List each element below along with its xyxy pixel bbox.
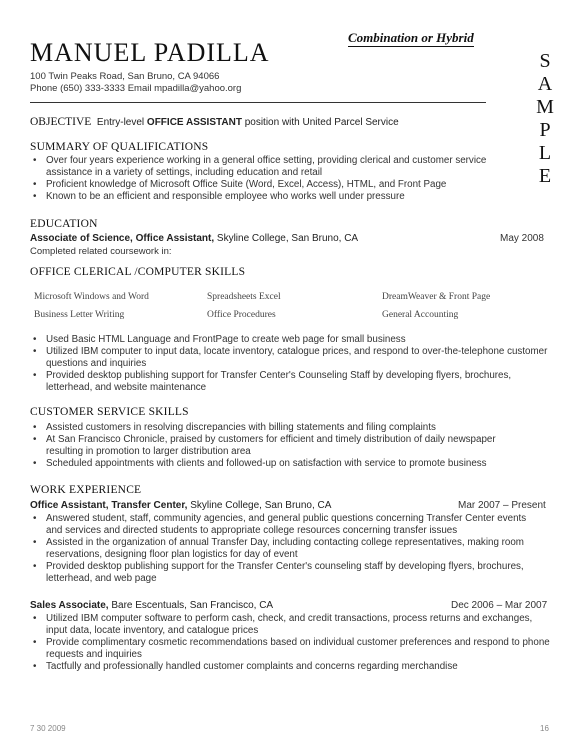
skill-cell: Office Procedures [207, 310, 276, 320]
list-item: • Provided desktop publishing support for Transfer Center's Counseling Staff by developing flyers, brochures, letterhead, and website maintenance [30, 370, 555, 394]
list-item: • Answered student, staff, community agencies, and general public questions concerning Transfer Center events and services and directed students to appropriate college resources concerning transfer issues [30, 513, 540, 537]
list-item: • Utilized IBM computer to input data, locate inventory, catalogue prices, and respond to over-the-telephone customer questions and inquiries [30, 346, 555, 370]
list-item: • Assisted customers in resolving discrepancies with billing statements and filing complaints [30, 422, 535, 434]
sample-watermark [533, 50, 557, 188]
resume-type-tag: Combination or Hybrid [348, 30, 474, 45]
office-skills-list [30, 334, 555, 394]
sample-letter: A [537, 73, 553, 95]
list-item: • Provided desktop publishing support for the Transfer Center's counseling staff by developing flyers, brochures, letterhead, and web page [30, 561, 540, 585]
objective-position: OFFICE ASSISTANT [146, 117, 242, 128]
sample-letter: P [539, 119, 551, 141]
skill-cell: Microsoft Windows and Word [34, 292, 149, 302]
sample-letter: E [538, 165, 552, 187]
sample-letter: S [539, 50, 551, 72]
header-divider [30, 102, 486, 103]
education-note: Completed related coursework in: [30, 246, 172, 257]
phone-email-line: Phone (650) 333-3333 Email mpadilla@yahoo.org [30, 83, 242, 94]
footer-left: 7 30 2009 [30, 724, 66, 733]
skill-cell: General Accounting [382, 310, 459, 320]
education-degree-line [30, 233, 358, 244]
job-place: Skyline College, San Bruno, CA [187, 500, 332, 511]
education-heading: EDUCATION [30, 218, 98, 230]
list-item: • Provide complimentary cosmetic recommendations based on individual customer preferences and respond to phone requests and inquiries [30, 637, 550, 661]
sample-letter: M [536, 96, 554, 118]
skill-cell: Business Letter Writing [34, 310, 125, 320]
address-line: 100 Twin Peaks Road, San Bruno, CA 94066 [30, 71, 220, 82]
list-item: • Over four years experience working in a general office setting, providing clerical and customer service assistance in a variety of settings, including education and retail [30, 155, 530, 179]
list-item: • Known to be an efficient and responsible employee who works well under pressure [30, 191, 530, 203]
job-duties-list [30, 613, 550, 673]
office-skills-heading: OFFICE CLERICAL /COMPUTER SKILLS [30, 266, 246, 278]
job-title-line [30, 600, 273, 611]
list-item: • At San Francisco Chronicle, praised by customers for efficient and timely distribution of daily newspaper resulting in promotion to larger distribution area [30, 434, 535, 458]
objective-line [30, 116, 399, 128]
job-date: Mar 2007 – Present [458, 500, 546, 511]
job-date: Dec 2006 – Mar 2007 [451, 600, 548, 611]
job-title: Sales Associate, [30, 600, 109, 611]
list-item: • Assisted in the organization of annual Transfer Day, including contacting college representatives, making room reservations, designing floor plan logistics for day of event [30, 537, 540, 561]
objective-pre: Entry-level [96, 117, 147, 128]
job-place: Bare Escentuals, San Francisco, CA [108, 600, 274, 611]
education-school: Skyline College, San Bruno, CA [214, 233, 359, 244]
list-item: • Used Basic HTML Language and FrontPage to create web page for small business [30, 334, 555, 346]
summary-list [30, 155, 530, 203]
job-title: Office Assistant, Transfer Center, [30, 500, 188, 511]
list-item: • Proficient knowledge of Microsoft Office Suite (Word, Excel, Access), HTML, and Front Page [30, 179, 530, 191]
objective-post: position with United Parcel Service [241, 117, 399, 128]
customer-skills-list [30, 422, 535, 470]
skill-cell: DreamWeaver & Front Page [382, 292, 491, 302]
job-duties-list [30, 513, 540, 585]
footer-page-number: 16 [540, 724, 549, 733]
list-item: • Tactfully and professionally handled customer complaints and concerns regarding merchandise [30, 661, 550, 673]
skill-cell: Spreadsheets Excel [207, 292, 281, 302]
work-heading: WORK EXPERIENCE [30, 484, 142, 496]
education-degree: Associate of Science, Office Assistant, [30, 233, 215, 244]
list-item: • Scheduled appointments with clients and followed-up on satisfaction with service to promote business [30, 458, 535, 470]
list-item: • Utilized IBM computer software to perform cash, check, and credit transactions, process returns and exchanges, input data, locate inventory, and catalogue prices [30, 613, 550, 637]
education-date: May 2008 [500, 233, 544, 244]
objective-heading: OBJECTIVE [30, 116, 92, 128]
job-title-line [30, 500, 331, 511]
summary-heading: SUMMARY OF QUALIFICATIONS [30, 141, 209, 153]
customer-skills-heading: CUSTOMER SERVICE SKILLS [30, 406, 189, 418]
resume-name: MANUEL PADILLA [30, 38, 270, 67]
sample-letter: L [538, 142, 552, 164]
